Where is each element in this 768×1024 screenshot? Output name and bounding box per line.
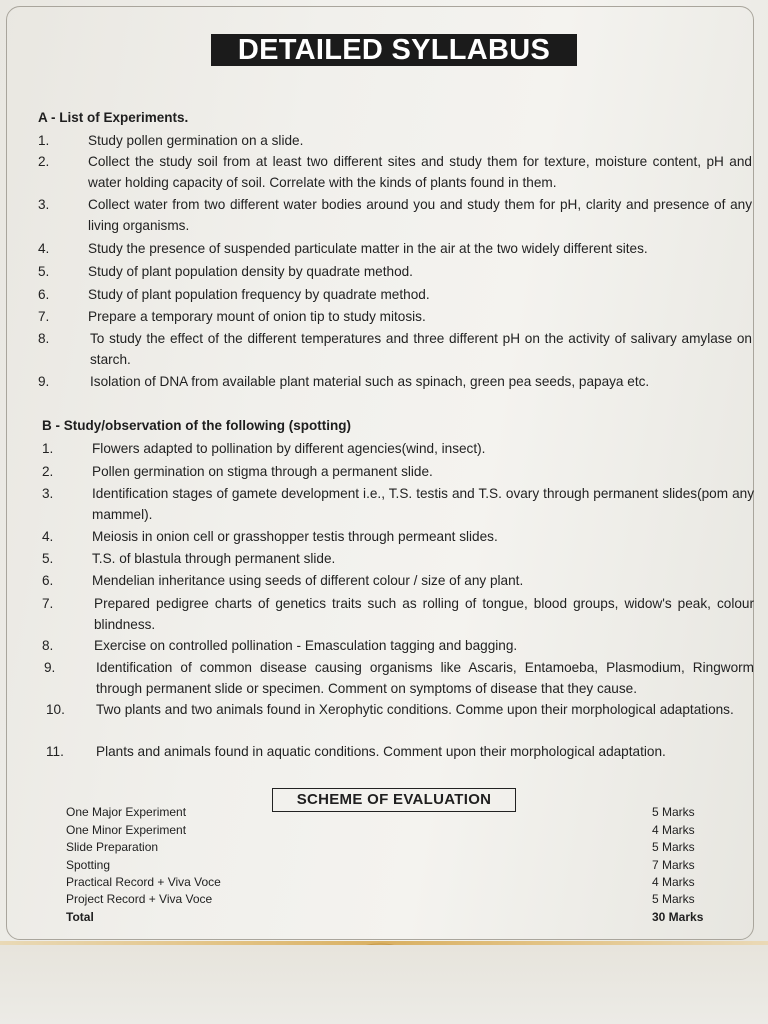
item-text: Identification stages of gamete development i.e., T.S. testis and T.S. ovary through permanent slides(pom any mammel). <box>92 486 754 522</box>
evaluation-row <box>66 804 716 821</box>
evaluation-marks: 4 Marks <box>652 875 695 889</box>
item-text: Prepare a temporary mount of onion tip to study mitosis. <box>88 309 426 324</box>
evaluation-label: Slide Preparation <box>66 840 159 854</box>
item-number: 4. <box>38 241 50 256</box>
item-number: 5. <box>38 264 50 279</box>
item-text: Study of plant population density by quadrate method. <box>88 264 413 279</box>
item-text: Identification of common disease causing organisms like Ascaris, Entamoeba, Plasmodium, Ringworm through permanent slide or specimen. Comment on symptoms of disease that they cause. <box>96 660 754 696</box>
evaluation-label: One Minor Experiment <box>66 823 187 837</box>
list-item <box>38 194 754 236</box>
list-item <box>42 593 754 635</box>
list-item <box>38 151 754 193</box>
item-text: Study the presence of suspended particulate matter in the air at the two widely different sites. <box>88 241 648 256</box>
item-text: Study pollen germination on a slide. <box>88 133 304 148</box>
item-number: 10. <box>46 702 65 717</box>
item-text: Isolation of DNA from available plant material such as spinach, green pea seeds, papaya etc. <box>90 374 650 389</box>
item-number: 4. <box>42 529 54 544</box>
evaluation-marks: 5 Marks <box>652 892 695 906</box>
list-item <box>44 657 754 699</box>
page-title: DETAILED SYLLABUS <box>211 34 577 66</box>
item-number: 3. <box>42 486 54 501</box>
item-number: 7. <box>42 596 54 611</box>
item-number: 1. <box>42 441 54 456</box>
item-number: 11. <box>46 744 64 759</box>
evaluation-marks: 4 Marks <box>652 823 695 837</box>
item-number: 3. <box>38 197 50 212</box>
scheme-of-evaluation-title: SCHEME OF EVALUATION <box>272 788 516 812</box>
item-number: 2. <box>38 154 50 169</box>
evaluation-label: One Major Experiment <box>66 805 187 819</box>
evaluation-label: Project Record + Viva Voce <box>66 892 213 906</box>
page-bottom-margin <box>0 945 768 1024</box>
item-text: Mendelian inheritance using seeds of different colour / size of any plant. <box>92 573 524 588</box>
list-item <box>46 741 754 762</box>
list-item <box>42 548 754 569</box>
item-text: Pollen germination on stigma through a permanent slide. <box>92 464 433 479</box>
evaluation-row <box>66 891 716 908</box>
item-text: Exercise on controlled pollination - Emasculation tagging and bagging. <box>94 638 518 653</box>
item-number: 6. <box>42 573 54 588</box>
list-item <box>38 328 754 370</box>
evaluation-label: Spotting <box>66 858 111 872</box>
item-number: 8. <box>42 638 54 653</box>
list-item <box>38 284 754 305</box>
section-b-heading: B - Study/observation of the following (spotting) <box>42 418 351 433</box>
item-number: 1. <box>38 133 50 148</box>
item-number: 6. <box>38 287 50 302</box>
item-number: 2. <box>42 464 54 479</box>
list-item <box>42 526 754 547</box>
item-text: Collect water from two different water bodies around you and study them for pH, clarity and presence of any living organisms. <box>88 197 752 233</box>
list-item <box>38 261 754 282</box>
item-text: Prepared pedigree charts of genetics traits such as rolling of tongue, blood groups, widow's peak, colour blindness. <box>94 596 754 632</box>
section-a-heading: A - List of Experiments. <box>38 110 189 125</box>
item-number: 9. <box>38 374 50 389</box>
item-text: To study the effect of the different temperatures and three different pH on the activity of salivary amylase on starch. <box>90 331 752 367</box>
item-text: Collect the study soil from at least two different sites and study them for texture, moisture content, pH and water holding capacity of soil. Correlate with the kinds of plants found in them. <box>88 154 752 190</box>
item-number: 7. <box>38 309 50 324</box>
list-item <box>42 461 754 482</box>
item-text: Study of plant population frequency by quadrate method. <box>88 287 430 302</box>
evaluation-total-marks: 30 Marks <box>652 910 704 924</box>
item-number: 8. <box>38 331 50 346</box>
evaluation-marks: 7 Marks <box>652 858 695 872</box>
item-number: 9. <box>44 660 56 675</box>
evaluation-row <box>66 857 716 874</box>
list-item <box>38 130 754 151</box>
item-text: Plants and animals found in aquatic conditions. Comment upon their morphological adaptation. <box>96 744 666 759</box>
evaluation-row <box>66 822 716 839</box>
item-text: Meiosis in onion cell or grasshopper testis through permeant slides. <box>92 529 498 544</box>
list-item <box>46 699 754 741</box>
evaluation-marks: 5 Marks <box>652 840 695 854</box>
list-item <box>38 371 754 392</box>
item-text: T.S. of blastula through permanent slide. <box>92 551 336 566</box>
evaluation-total-row <box>66 909 716 926</box>
list-item <box>38 306 754 327</box>
list-item <box>38 238 754 259</box>
list-item <box>42 483 754 525</box>
evaluation-row <box>66 839 716 856</box>
evaluation-marks: 5 Marks <box>652 805 695 819</box>
item-number: 5. <box>42 551 54 566</box>
list-item <box>42 438 754 459</box>
evaluation-total-label: Total <box>66 910 94 924</box>
item-text: Flowers adapted to pollination by different agencies(wind, insect). <box>92 441 486 456</box>
list-item <box>42 635 754 656</box>
evaluation-label: Practical Record + Viva Voce <box>66 875 221 889</box>
item-text: Two plants and two animals found in Xerophytic conditions. Comme upon their morphological adaptations. <box>96 702 734 717</box>
evaluation-row <box>66 874 716 891</box>
list-item <box>42 570 754 591</box>
